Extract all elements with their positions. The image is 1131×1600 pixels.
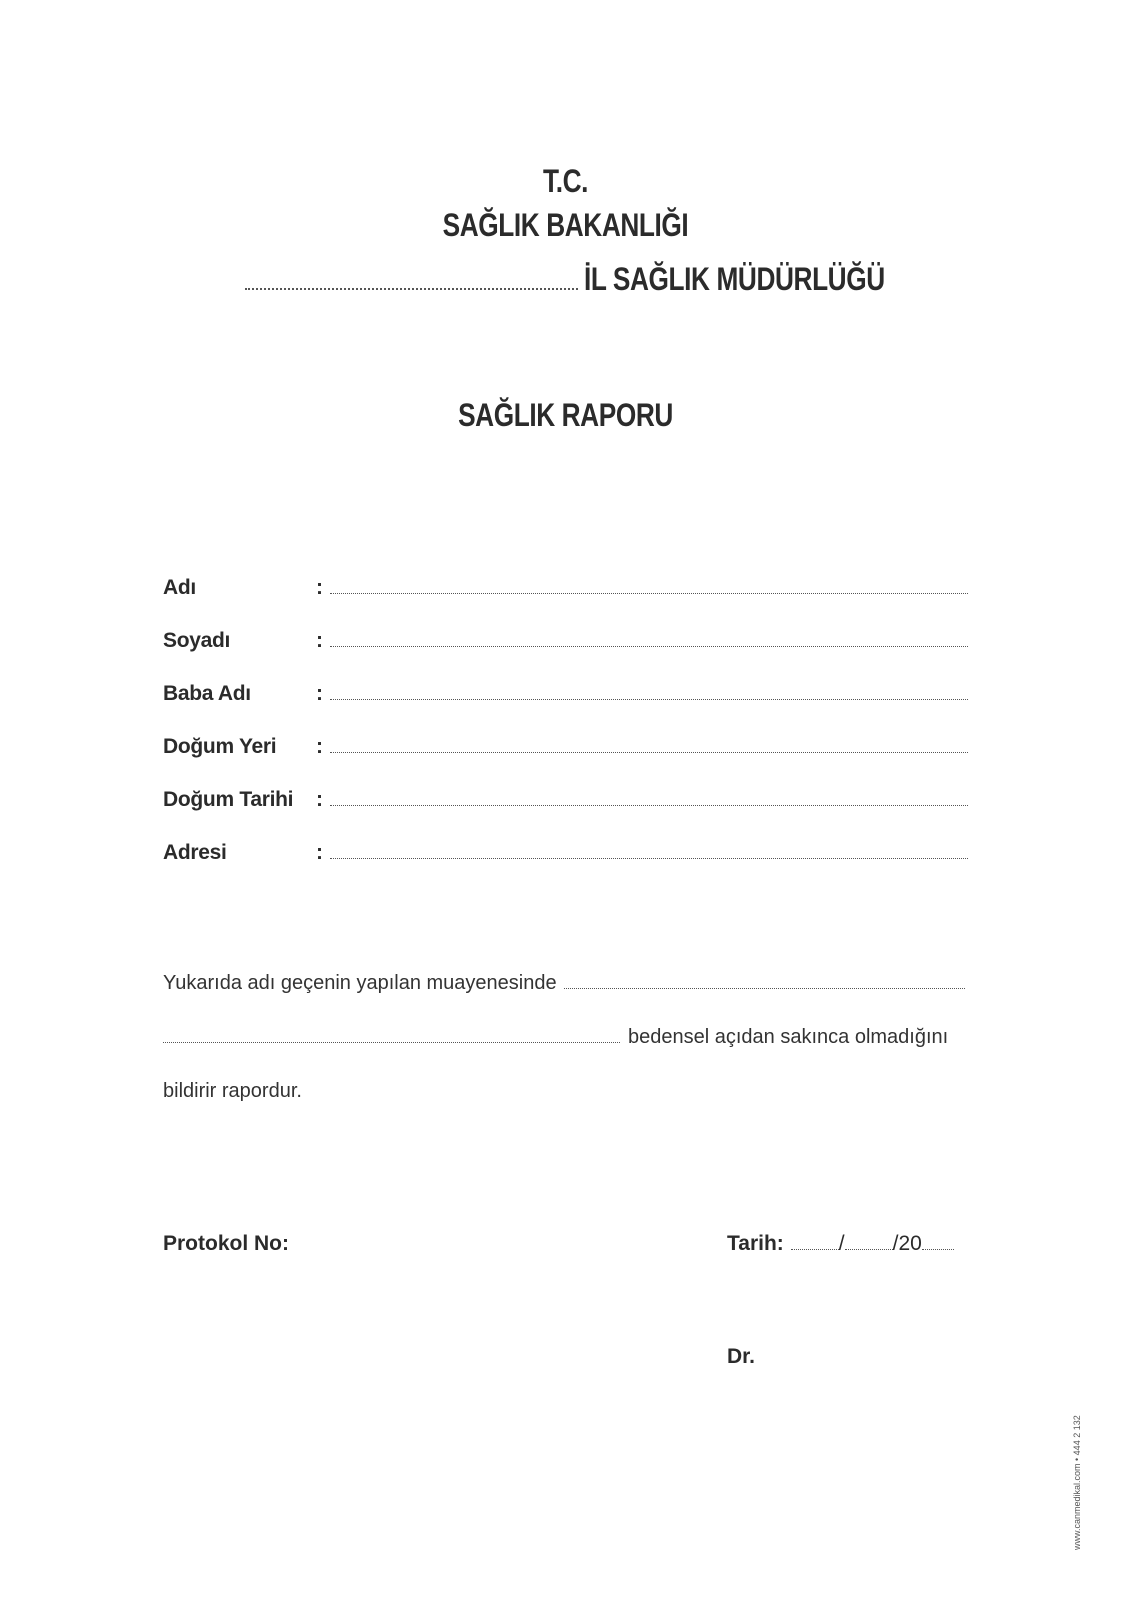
name-blank[interactable] [330,577,968,594]
field-colon: : [316,735,323,758]
directorate-label: İL SAĞLIK MÜDÜRLÜĞÜ [584,261,885,297]
personal-info-fields [163,576,968,894]
date-field [727,1232,954,1256]
field-row-birthplace [163,735,968,788]
province-blank[interactable] [245,258,578,290]
date-label: Tarih: [727,1232,784,1255]
field-row-father-name [163,682,968,735]
protocol-number-label: Protokol No: [163,1232,289,1255]
examination-blank-1[interactable] [564,974,965,989]
doctor-label: Dr. [727,1345,756,1368]
statement-line-2 [163,1026,968,1049]
header-tc: T.C. [542,163,588,199]
statement-text-1: Yukarıda adı geçenin yapılan muayenesinde [163,972,557,994]
date-separator-year: /20 [892,1232,922,1255]
surname-blank[interactable] [330,630,968,647]
publisher-note: www.canmedikal.com • 444 2 132 [1072,1415,1082,1550]
page-title: SAĞLIK RAPORU [458,397,673,433]
field-label: Adı [163,576,196,599]
father-name-blank[interactable] [330,683,968,700]
address-blank[interactable] [330,842,968,859]
statement-text-2: bedensel açıdan sakınca olmadığını [628,1026,949,1048]
field-colon: : [316,788,323,811]
examination-blank-2[interactable] [163,1028,620,1043]
field-row-address [163,841,968,894]
birthplace-blank[interactable] [330,736,968,753]
date-separator: / [838,1232,845,1255]
field-label: Adresi [163,841,227,864]
year-blank[interactable] [922,1235,954,1250]
field-row-birthdate [163,788,968,841]
field-colon: : [316,841,323,864]
field-label: Doğum Yeri [163,735,277,758]
field-label: Soyadı [163,629,231,652]
day-blank[interactable] [791,1235,839,1250]
statement-line-3: bildirir rapordur. [163,1080,302,1102]
header-directorate [245,258,951,298]
field-colon: : [316,576,323,599]
field-label: Doğum Tarihi [163,788,294,811]
header-ministry: SAĞLIK BAKANLIĞI [442,207,689,243]
field-row-surname [163,629,968,682]
field-label: Baba Adı [163,682,251,705]
field-row-name [163,576,968,629]
statement-line-1 [163,972,968,995]
field-colon: : [316,629,323,652]
field-colon: : [316,682,323,705]
month-blank[interactable] [845,1235,893,1250]
birthdate-blank[interactable] [330,789,968,806]
